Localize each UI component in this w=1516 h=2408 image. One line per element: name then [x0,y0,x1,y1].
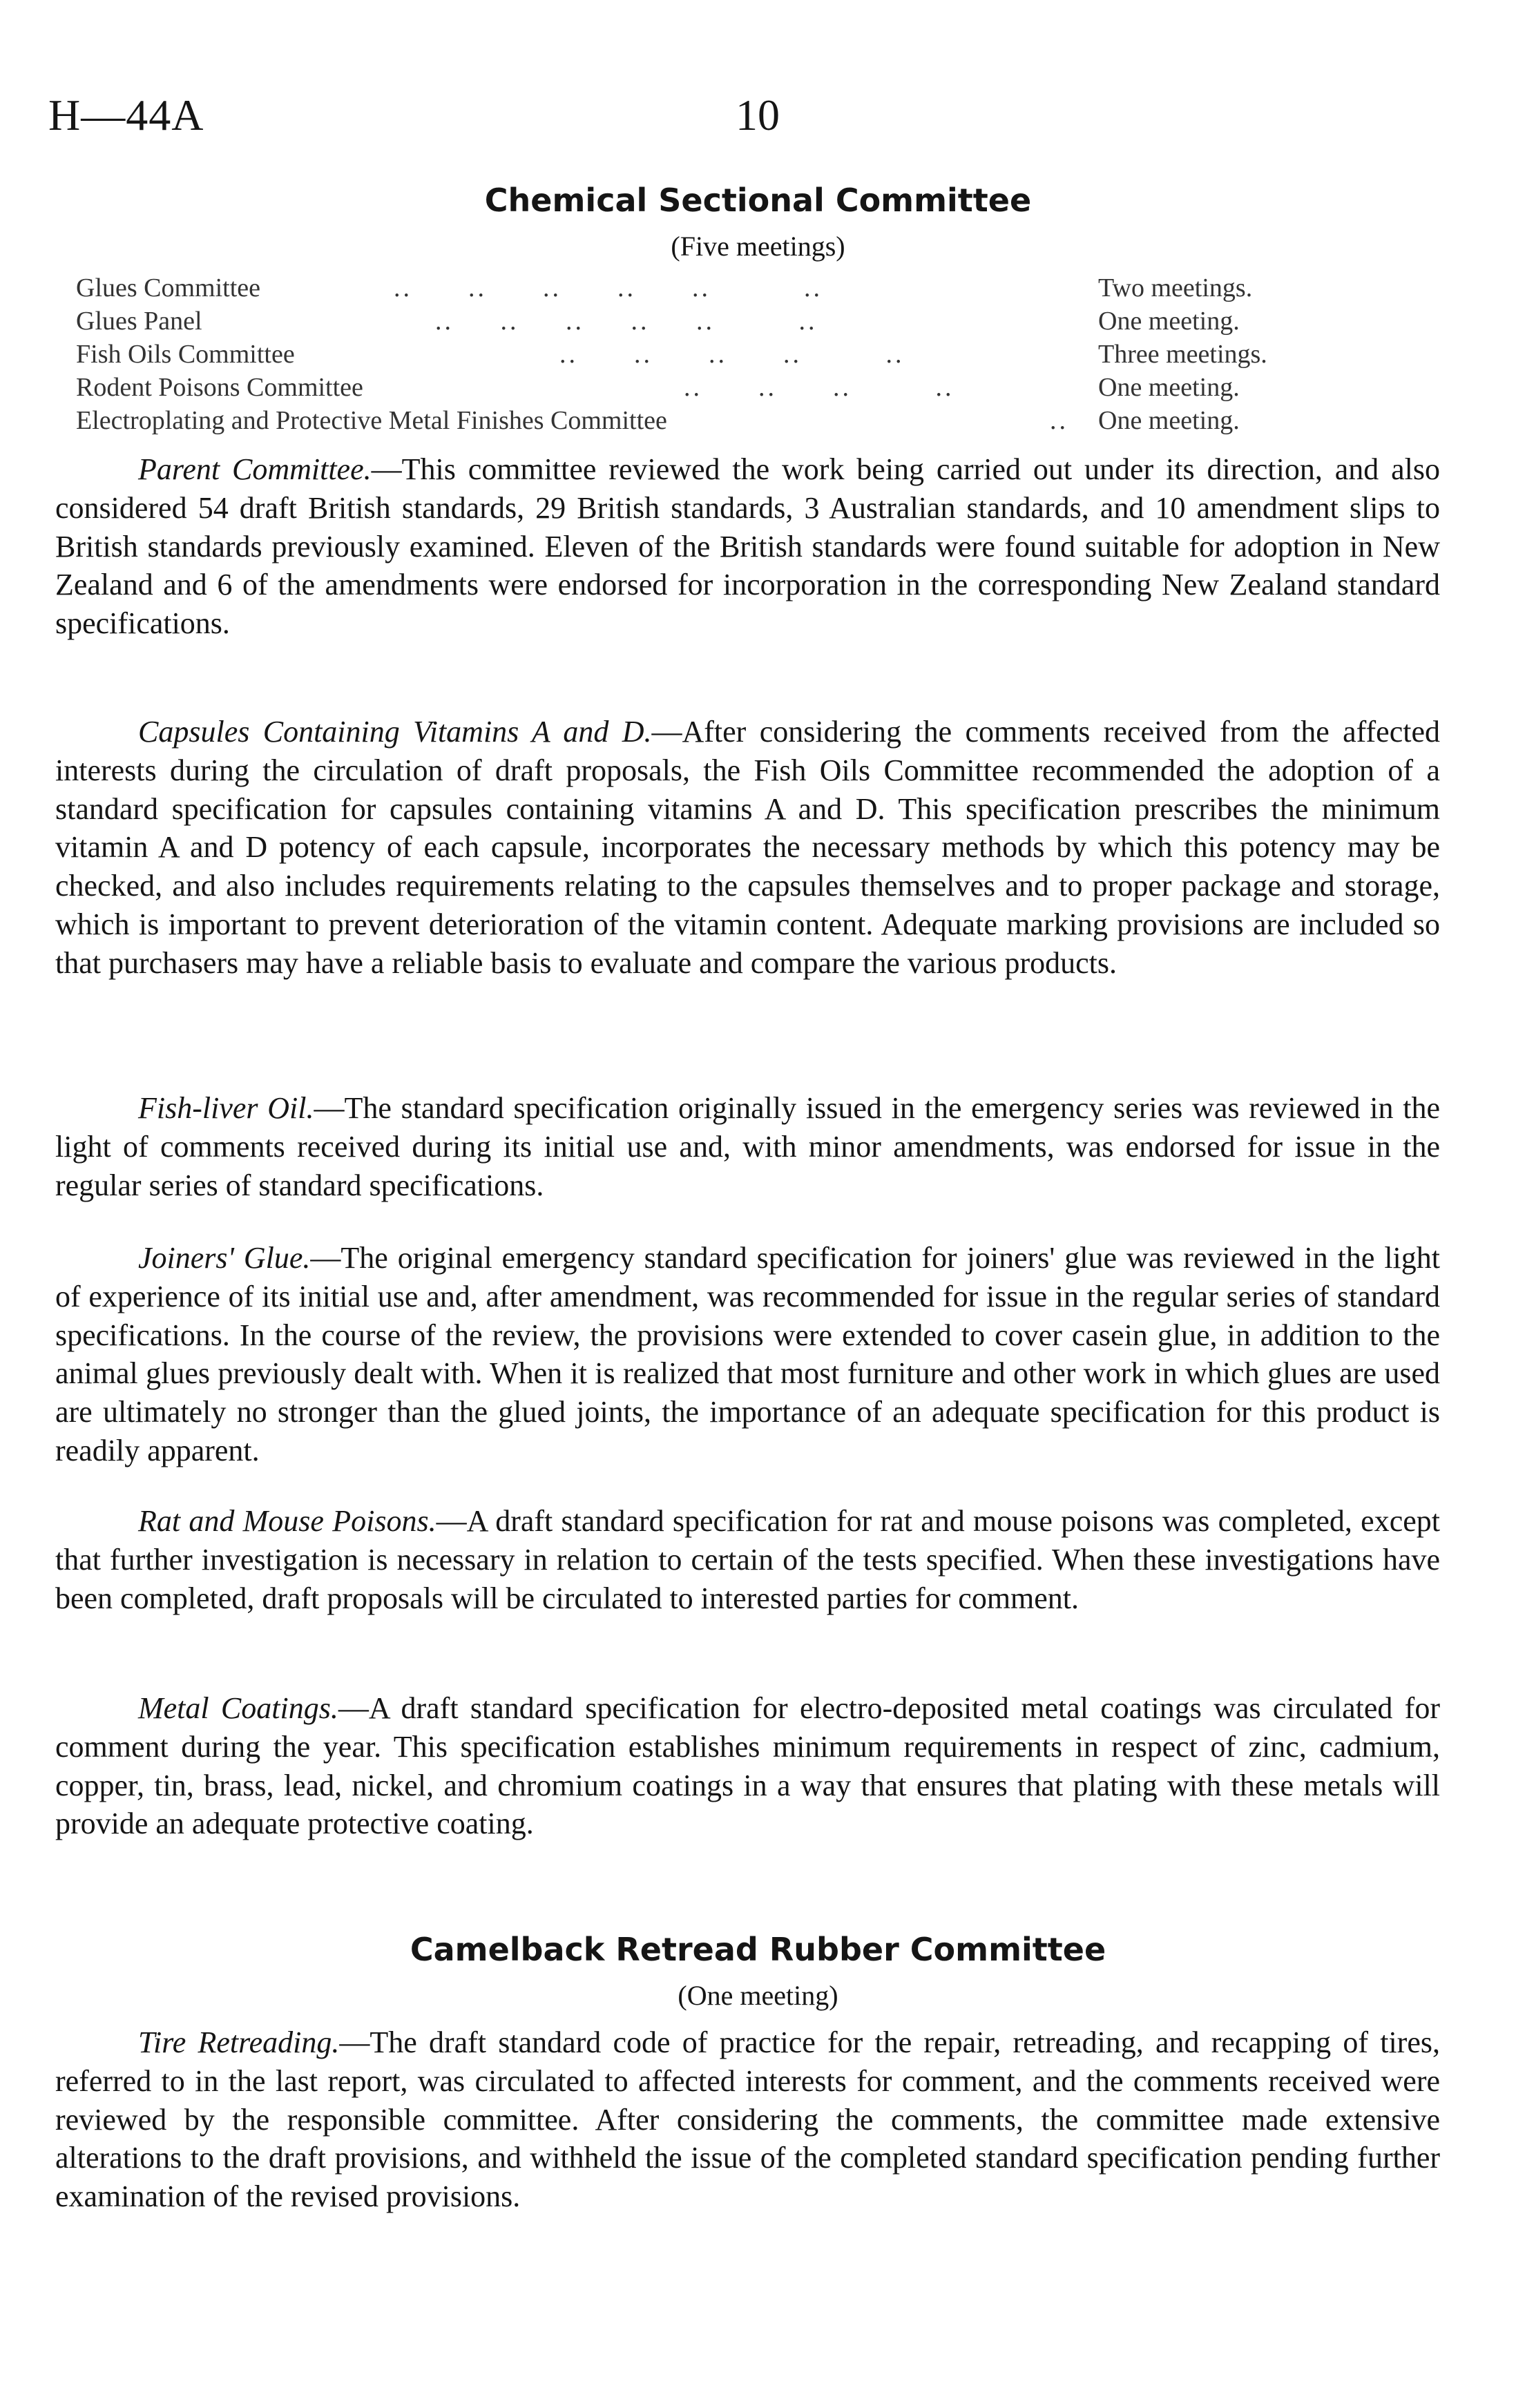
paragraph [55,2023,1440,2216]
paragraph-text: —This committee reviewed the work being carried out under its direction, and also considered 54 draft British standards, 29 British standards, 3 Australian standards, and 10 amendment slips to British standards previously examined. Eleven of the British standards were found suitable for adoption in New Zealand and 6 of the amendments were endorsed for incorporation in the corresponding New Zealand standard specifications. [55,452,1440,641]
subcommittee-row [76,405,1388,436]
paragraph [55,1502,1440,1617]
dot-leaders: .. .. .. .. .. .. [394,273,823,302]
paragraph-lead: Rat and Mouse Poisons. [138,1504,436,1538]
subcommittee-row [76,273,1388,303]
paragraph [55,713,1440,983]
paragraph-lead: Capsules Containing Vitamins A and D. [138,715,652,749]
paragraph-text: —The standard specification originally issued in the emergency series was reviewed in the light of comments received during its initial use and, with minor amendments, was endorsed for issue in the regular series of standard specifications. [55,1091,1441,1202]
paragraph-lead: Fish-liver Oil. [138,1091,314,1125]
subcommittee-meetings: One meeting. [1098,373,1240,402]
subcommittee-name: Glues Panel [76,307,202,336]
section-meetings-camelback: (One meeting) [678,1980,838,2011]
paragraph-lead: Joiners' Glue. [138,1241,311,1275]
subcommittee-name: Fish Oils Committee [76,340,295,369]
subcommittee-meetings: One meeting. [1098,307,1240,336]
paragraph-text: —After considering the comments received from the affected interests during the circulation of draft proposals, the Fish Oils Committee recommended the adoption of a standard specification for capsules containing vitamins A and D. This specification prescribes the minimum vitamin A and D potency of each capsule, incorporates the necessary methods by which this potency may be checked, and also includes requirements relating to the capsules themselves and to proper package and storage, which is important to prevent deterioration of the vitamin content. Adequate marking provisions are included so that purchasers may have a reliable basis to evaluate and compare the various products. [55,715,1440,980]
section-title-chemical: Chemical Sectional Committee [484,182,1032,219]
subcommittee-meetings: Three meetings. [1098,340,1267,369]
subcommittee-name: Electroplating and Protective Metal Finishes Committee [76,406,667,435]
subcommittee-name: Glues Committee [76,273,261,302]
paragraph-lead: Parent Committee. [138,452,372,486]
paragraph-lead: Metal Coatings. [138,1691,338,1725]
paragraph-text: —A draft standard specification for rat and mouse poisons was completed, except that further investigation is necessary in relation to certain of the tests specified. When these investigations have been completed, draft proposals will be circulated to interested parties for comment. [55,1504,1440,1615]
paragraph-text: —The original emergency standard specification for joiners' glue was reviewed in the light of experience of its initial use and, after amendment, was recommended for issue in the regular series of standard specifications. In the course of the review, the provisions were extended to cover casein glue, in addition to the animal glues previously dealt with. When it is realized that most furniture and other work in which glues are used are ultimately no stronger than the glued joints, the importance of an adequate specification for this product is readily apparent. [55,1241,1440,1467]
dot-leaders: .. .. .. .. [684,373,954,402]
page-number: 10 [736,90,780,139]
paragraph [55,450,1440,643]
paragraph-text: —The draft standard code of practice for the repair, retreading, and recapping of tires, referred to in the last report, was circulated to affected interests for comment, and the comments received were reviewed by the responsible committee. After considering the comments, the committee made extensive alterations to the draft provisions, and withheld the issue of the completed standard specification pending further examination of the revised provisions. [55,2025,1440,2214]
paragraph [55,1239,1440,1470]
subcommittee-name: Rodent Poisons Committee [76,373,363,402]
paragraph [55,1089,1440,1204]
subcommittee-row [76,372,1388,403]
subcommittee-meetings: Two meetings. [1098,273,1253,302]
dot-leaders: .. .. .. .. .. [559,340,905,369]
paragraph-text: —A draft standard specification for electro-deposited metal coatings was circulated for comment during the year. This specification establishes minimum requirements in respect of zinc, cadmium, copper, tin, brass, lead, nickel, and chromium coatings in a way that ensures that plating with these metals will provide an adequate protective coating. [55,1691,1440,1841]
subcommittee-row [76,306,1388,336]
document-reference: H—44A [48,90,204,139]
paragraph-lead: Tire Retreading. [138,2025,340,2059]
paragraph [55,1689,1440,1843]
section-meetings-chemical: (Five meetings) [671,231,845,262]
subcommittee-meetings: One meeting. [1098,406,1240,435]
dot-leaders: .. [1050,406,1068,435]
section-title-camelback: Camelback Retread Rubber Committee [410,1931,1106,1968]
subcommittee-row [76,339,1388,369]
dot-leaders: .. .. .. .. .. .. [435,307,818,336]
